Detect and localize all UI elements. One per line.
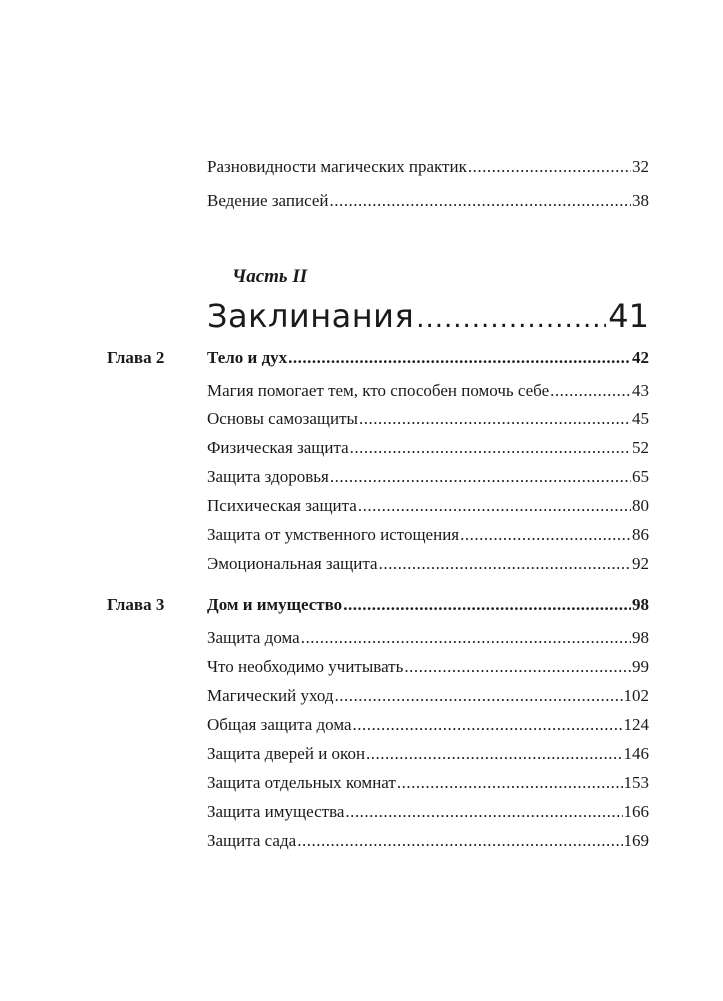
dot-leader [404, 656, 631, 678]
toc-entry-title: Магический уход [207, 686, 334, 705]
dot-leader [335, 685, 623, 707]
toc-entry [207, 685, 649, 707]
dot-leader [297, 830, 622, 852]
dot-leader [550, 380, 631, 402]
toc-entry-page: 43 [632, 381, 649, 400]
toc-entry-page: 102 [623, 686, 649, 705]
toc-entry-page: 86 [632, 525, 649, 544]
toc-entry-page: 92 [632, 554, 649, 573]
part-page: 41 [608, 297, 649, 335]
toc-entry-title: Физическая защита [207, 438, 349, 457]
toc-entry [207, 627, 649, 649]
dot-leader [353, 714, 623, 736]
dot-leader [343, 594, 631, 616]
dot-leader [329, 190, 631, 212]
part-title: Заклинания [207, 297, 415, 335]
chapter-title: Дом и имущество [207, 595, 343, 614]
dot-leader [301, 627, 631, 649]
toc-entry-title: Разновидности магических практик [207, 157, 467, 176]
toc-entry [207, 408, 649, 430]
toc-entry [207, 801, 649, 823]
dot-leader [359, 408, 631, 430]
dot-leader [345, 801, 622, 823]
toc-entry-title: Эмоциональная защита [207, 554, 378, 573]
toc-entry-title: Защита сада [207, 831, 297, 850]
toc-entry-page: 45 [632, 409, 649, 428]
toc-entry [207, 553, 649, 575]
toc-entry [207, 830, 649, 852]
chapter-title: Тело и дух [207, 348, 288, 367]
toc-entry-title: Защита от умственного истощения [207, 525, 460, 544]
toc-entry-page: 146 [623, 744, 649, 763]
toc-entry-title: Ведение записей [207, 191, 329, 210]
toc-entry [207, 156, 649, 178]
toc-entry [207, 380, 649, 402]
chapter-heading [207, 594, 649, 616]
toc-entry-title: Общая защита дома [207, 715, 352, 734]
toc-entry-title: Защита здоровья [207, 467, 329, 486]
dot-leader [468, 156, 631, 178]
dot-leader [330, 466, 631, 488]
toc-entry [207, 437, 649, 459]
toc-entry-title: Магия помогает тем, кто способен помочь себе [207, 381, 550, 400]
chapter-page: 42 [632, 348, 649, 367]
toc-entry-title: Защита имущества [207, 802, 345, 821]
toc-entry-page: 98 [632, 628, 649, 647]
dot-leader [358, 495, 631, 517]
chapter-label: Глава 2 [107, 348, 165, 367]
toc-entry-title: Что необходимо учитывать [207, 657, 404, 676]
dot-leader [366, 743, 622, 765]
chapter-heading [207, 347, 649, 369]
toc-entry [207, 743, 649, 765]
toc-entry-title: Защита дверей и окон [207, 744, 366, 763]
dot-leader [288, 347, 631, 369]
toc-entry-page: 99 [632, 657, 649, 676]
toc-entry-page: 169 [623, 831, 649, 850]
toc-entry-title: Основы самозащиты [207, 409, 358, 428]
dot-leader [416, 297, 606, 341]
toc-entry-page: 153 [623, 773, 649, 792]
toc-entry-page: 80 [632, 496, 649, 515]
toc-entry-title: Защита отдельных комнат [207, 773, 396, 792]
toc-entry-title: Психическая защита [207, 496, 357, 515]
dot-leader [350, 437, 631, 459]
chapter-page: 98 [632, 595, 649, 614]
toc-entry-page: 166 [623, 802, 649, 821]
toc-entry-page: 52 [632, 438, 649, 457]
part-heading [207, 294, 649, 338]
toc-entry [207, 495, 649, 517]
toc-entry [207, 466, 649, 488]
toc-entry-page: 32 [632, 157, 649, 176]
part-label: Часть II [232, 266, 308, 287]
toc-entry [207, 524, 649, 546]
toc-entry-title: Защита дома [207, 628, 300, 647]
dot-leader [397, 772, 623, 794]
toc-entry [207, 772, 649, 794]
toc-entry [207, 656, 649, 678]
toc-entry-page: 124 [623, 715, 649, 734]
dot-leader [460, 524, 631, 546]
toc-entry-page: 38 [632, 191, 649, 210]
toc-entry [207, 190, 649, 212]
chapter-label: Глава 3 [107, 595, 165, 614]
dot-leader [379, 553, 631, 575]
toc-entry [207, 714, 649, 736]
toc-entry-page: 65 [632, 467, 649, 486]
